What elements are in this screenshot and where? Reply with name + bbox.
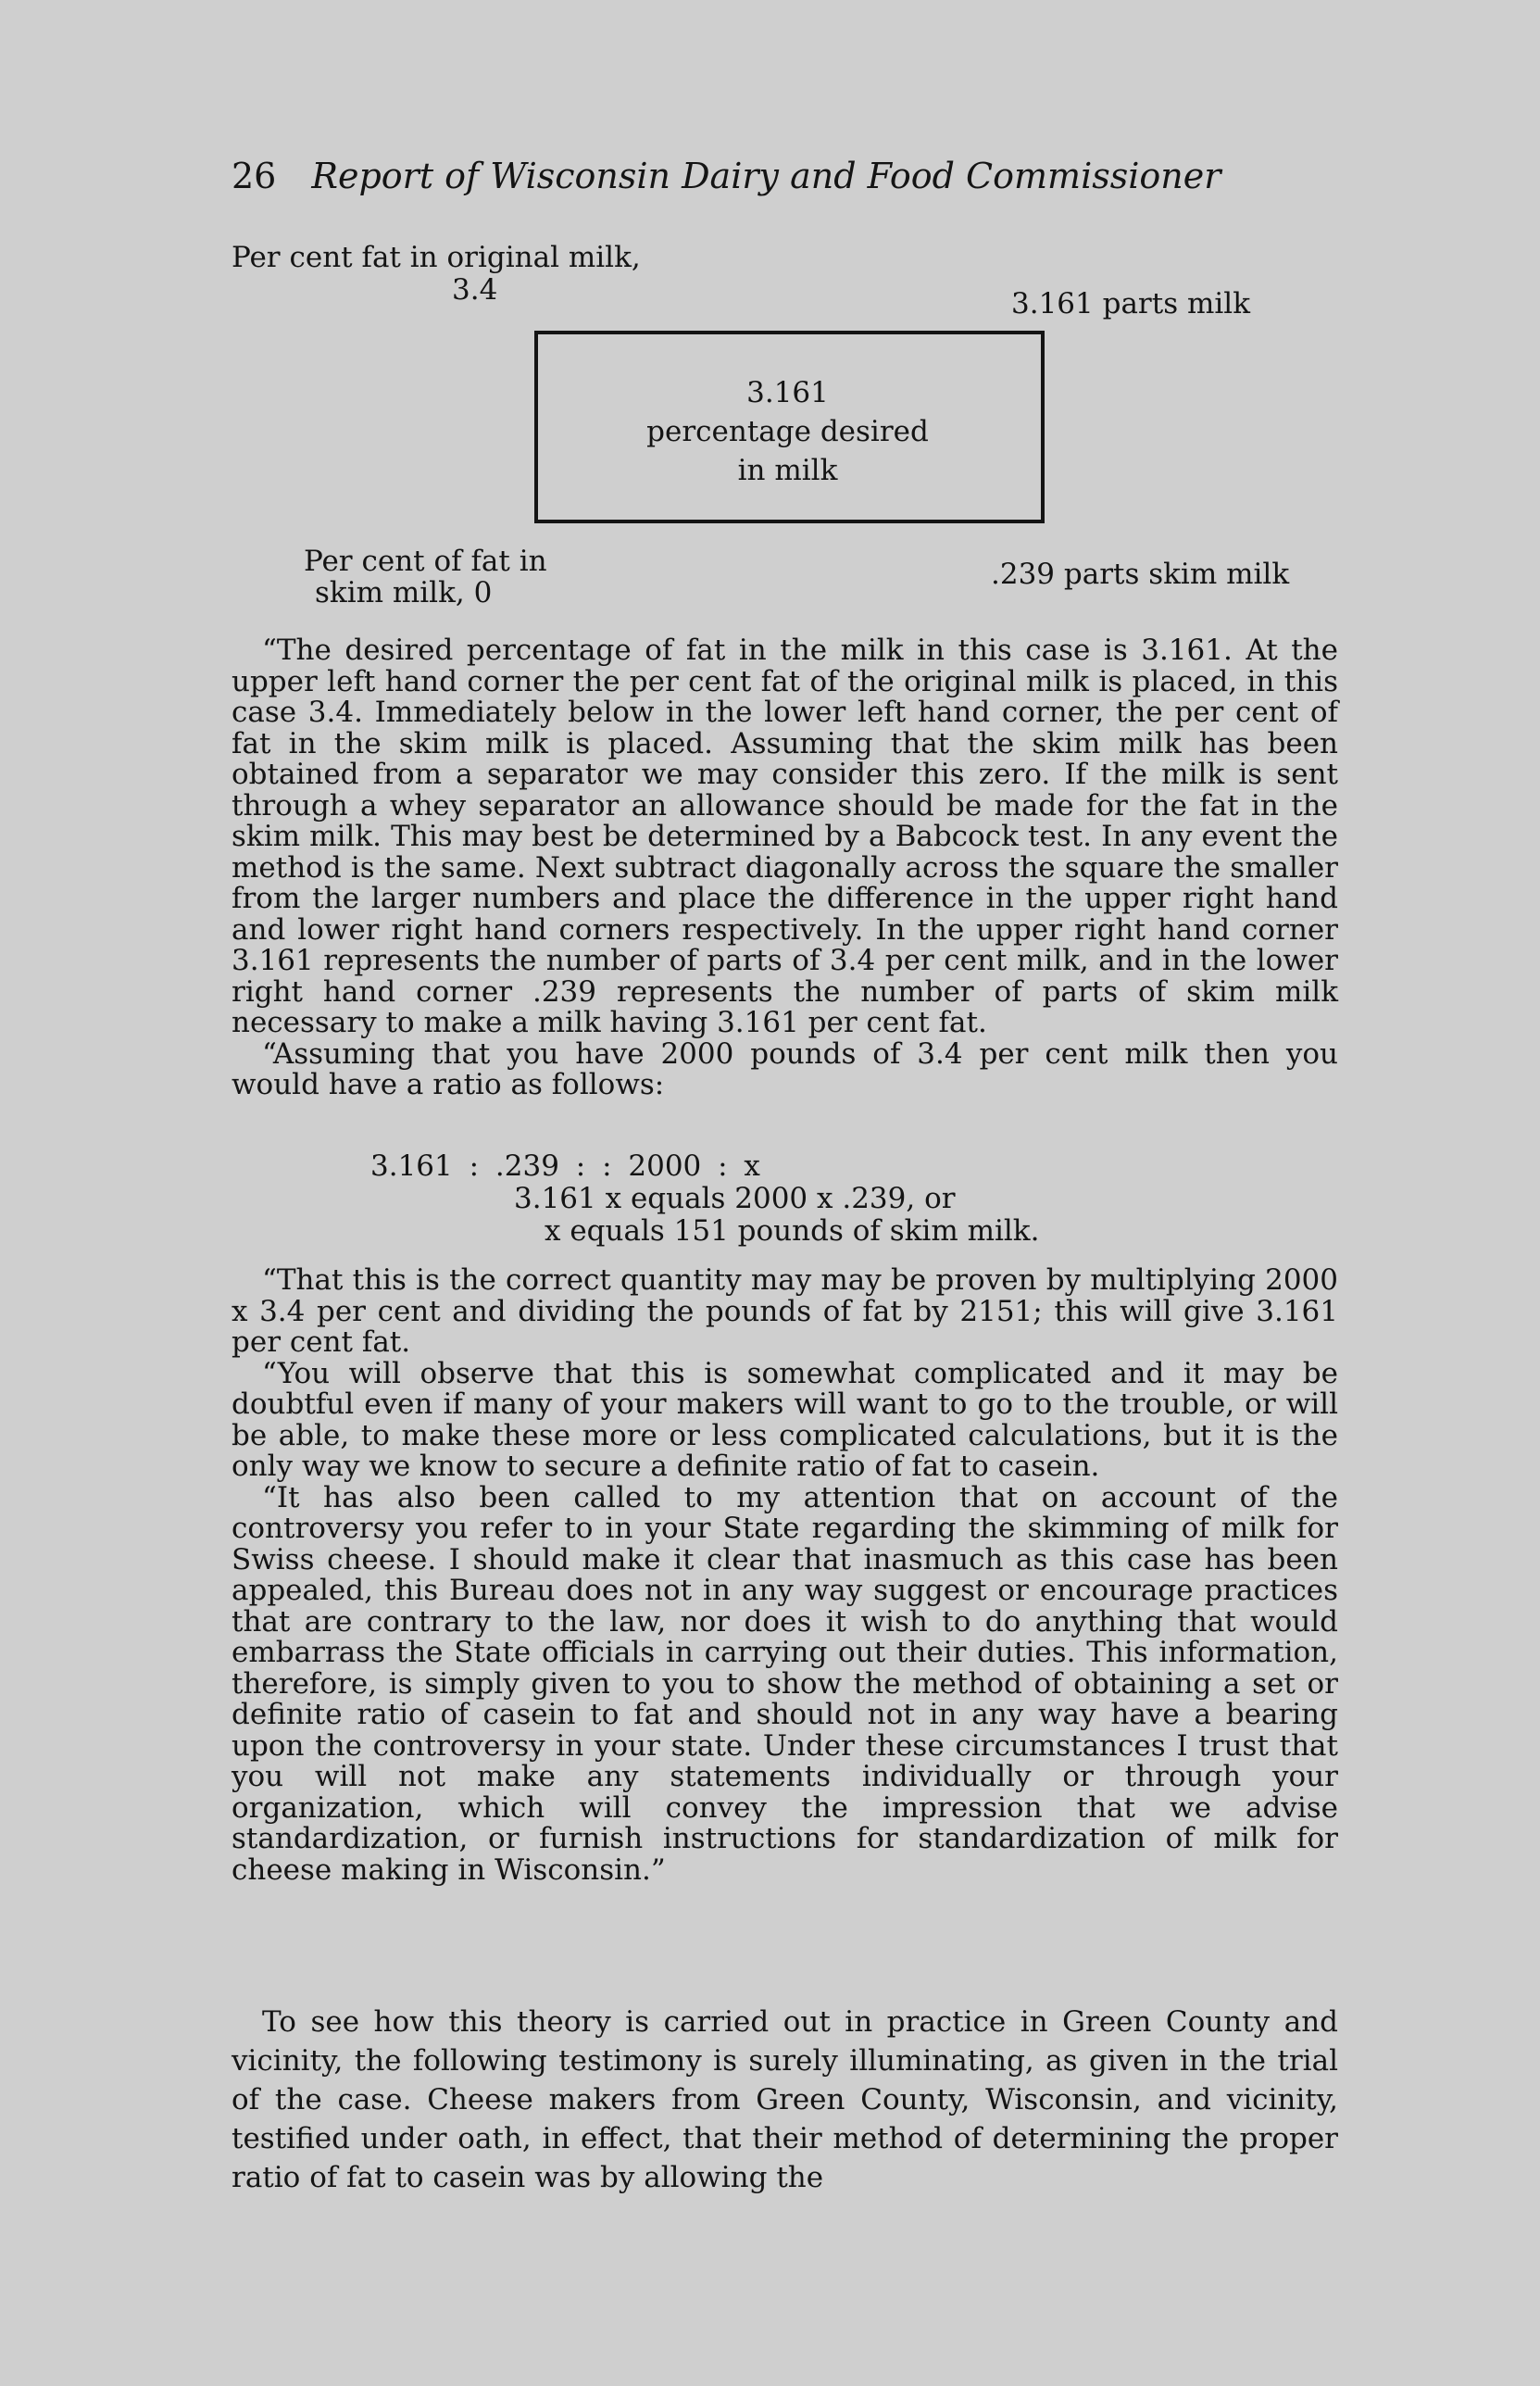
top-left-label: Per cent fat in original milk, [232,241,641,274]
top-right-label: 3.161 parts milk [1011,287,1250,320]
ratio-line-1: 3.161 : .239 : : 2000 : x [370,1149,760,1183]
ratio-line-2: 3.161 x equals 2000 x .239, or [514,1182,956,1215]
bottom-right-label: .239 parts skim milk [991,558,1290,591]
running-title: Report of Wisconsin Dairy and Food Commissioner [311,156,1221,196]
page-number: 26 [232,156,277,196]
bottom-left-label-1: Per cent of fat in [304,545,547,578]
paragraph: “Assuming that you have 2000 pounds of 3.4 per cent milk then you would have a ratio as follows: [232,1036,1338,1101]
box-value: 3.161 [746,376,829,409]
paragraph: “It has also been called to my attention that on account of the controversy you refer to in your State regarding the skimming of milk for Swiss cheese. I should make it clear that inasmuch as this case has been appealed, this Bureau does not in any way suggest or encourage practices that are contrary to the law, nor does it wish to do anything that would embarrass the State officials in carrying out their duties. This information, therefore, is simply given to you to show the method of obtaining a set or definite ratio of casein to fat and should not in any way have a bearing upon the controversy in your state. Under these circumstances I trust that you will not make any statements individually or through your organization, which will convey the impression that we advise standardization, or furnish instructions for standardization of milk for cheese making in Wisconsin.” [232,1480,1338,1887]
paragraph: “You will observe that this is somewhat complicated and it may be doubtful even if many of your makers will want to go to the trouble, or will be able, to make these more or less complicated calculations, but it is the only way we know to secure a definite ratio of fat to casein. [232,1356,1338,1483]
box-label-1: percentage desired [646,415,929,448]
ratio-line-3: x equals 151 pounds of skim milk. [545,1214,1040,1248]
top-left-value: 3.4 [452,273,498,307]
box-label-2: in milk [737,454,838,487]
paragraph: “That this is the correct quantity may may be proven by multiplying 2000 x 3.4 per cent and dividing the pounds of fat by 2151; this will give 3.161 per cent fat. [232,1263,1338,1359]
diagram-bottom-line [534,520,1041,523]
bottom-left-label-2: skim milk, 0 [315,576,493,609]
running-header [232,156,1221,196]
paragraph: “The desired percentage of fat in the milk in this case is 3.161. At the upper left hand corner the per cent fat of the original milk is placed, in this case 3.4. Immediately below in the lower left hand corner, the per cent of fat in the skim milk is placed. Assuming that the skim milk has been obtained from a separator we may consider this zero. If the milk is sent through a whey separator an allowance should be made for the fat in the skim milk. This may best be determined by a Babcock test. In any event the method is the same. Next subtract diagonally across the square the smaller from the larger numbers and place the difference in the upper right hand and lower right hand corners respectively. In the upper right hand corner 3.161 represents the number of parts of 3.4 per cent milk, and in the lower right hand corner .239 represents the number of parts of skim milk necessary to make a milk having 3.161 per cent fat. [232,634,1338,1039]
body-text-1 [232,635,1338,1101]
final-paragraph: To see how this theory is carried out in practice in Green County and vicinity, the following testimony is surely illuminating, as given in the trial of the case. Cheese makers from Green County, Wisconsin, and vicinity, testified under oath, in effect, that their method of determining the proper ratio of fat to casein was by allowing the [232,2005,1338,2194]
body-text-2 [232,1265,1338,1886]
